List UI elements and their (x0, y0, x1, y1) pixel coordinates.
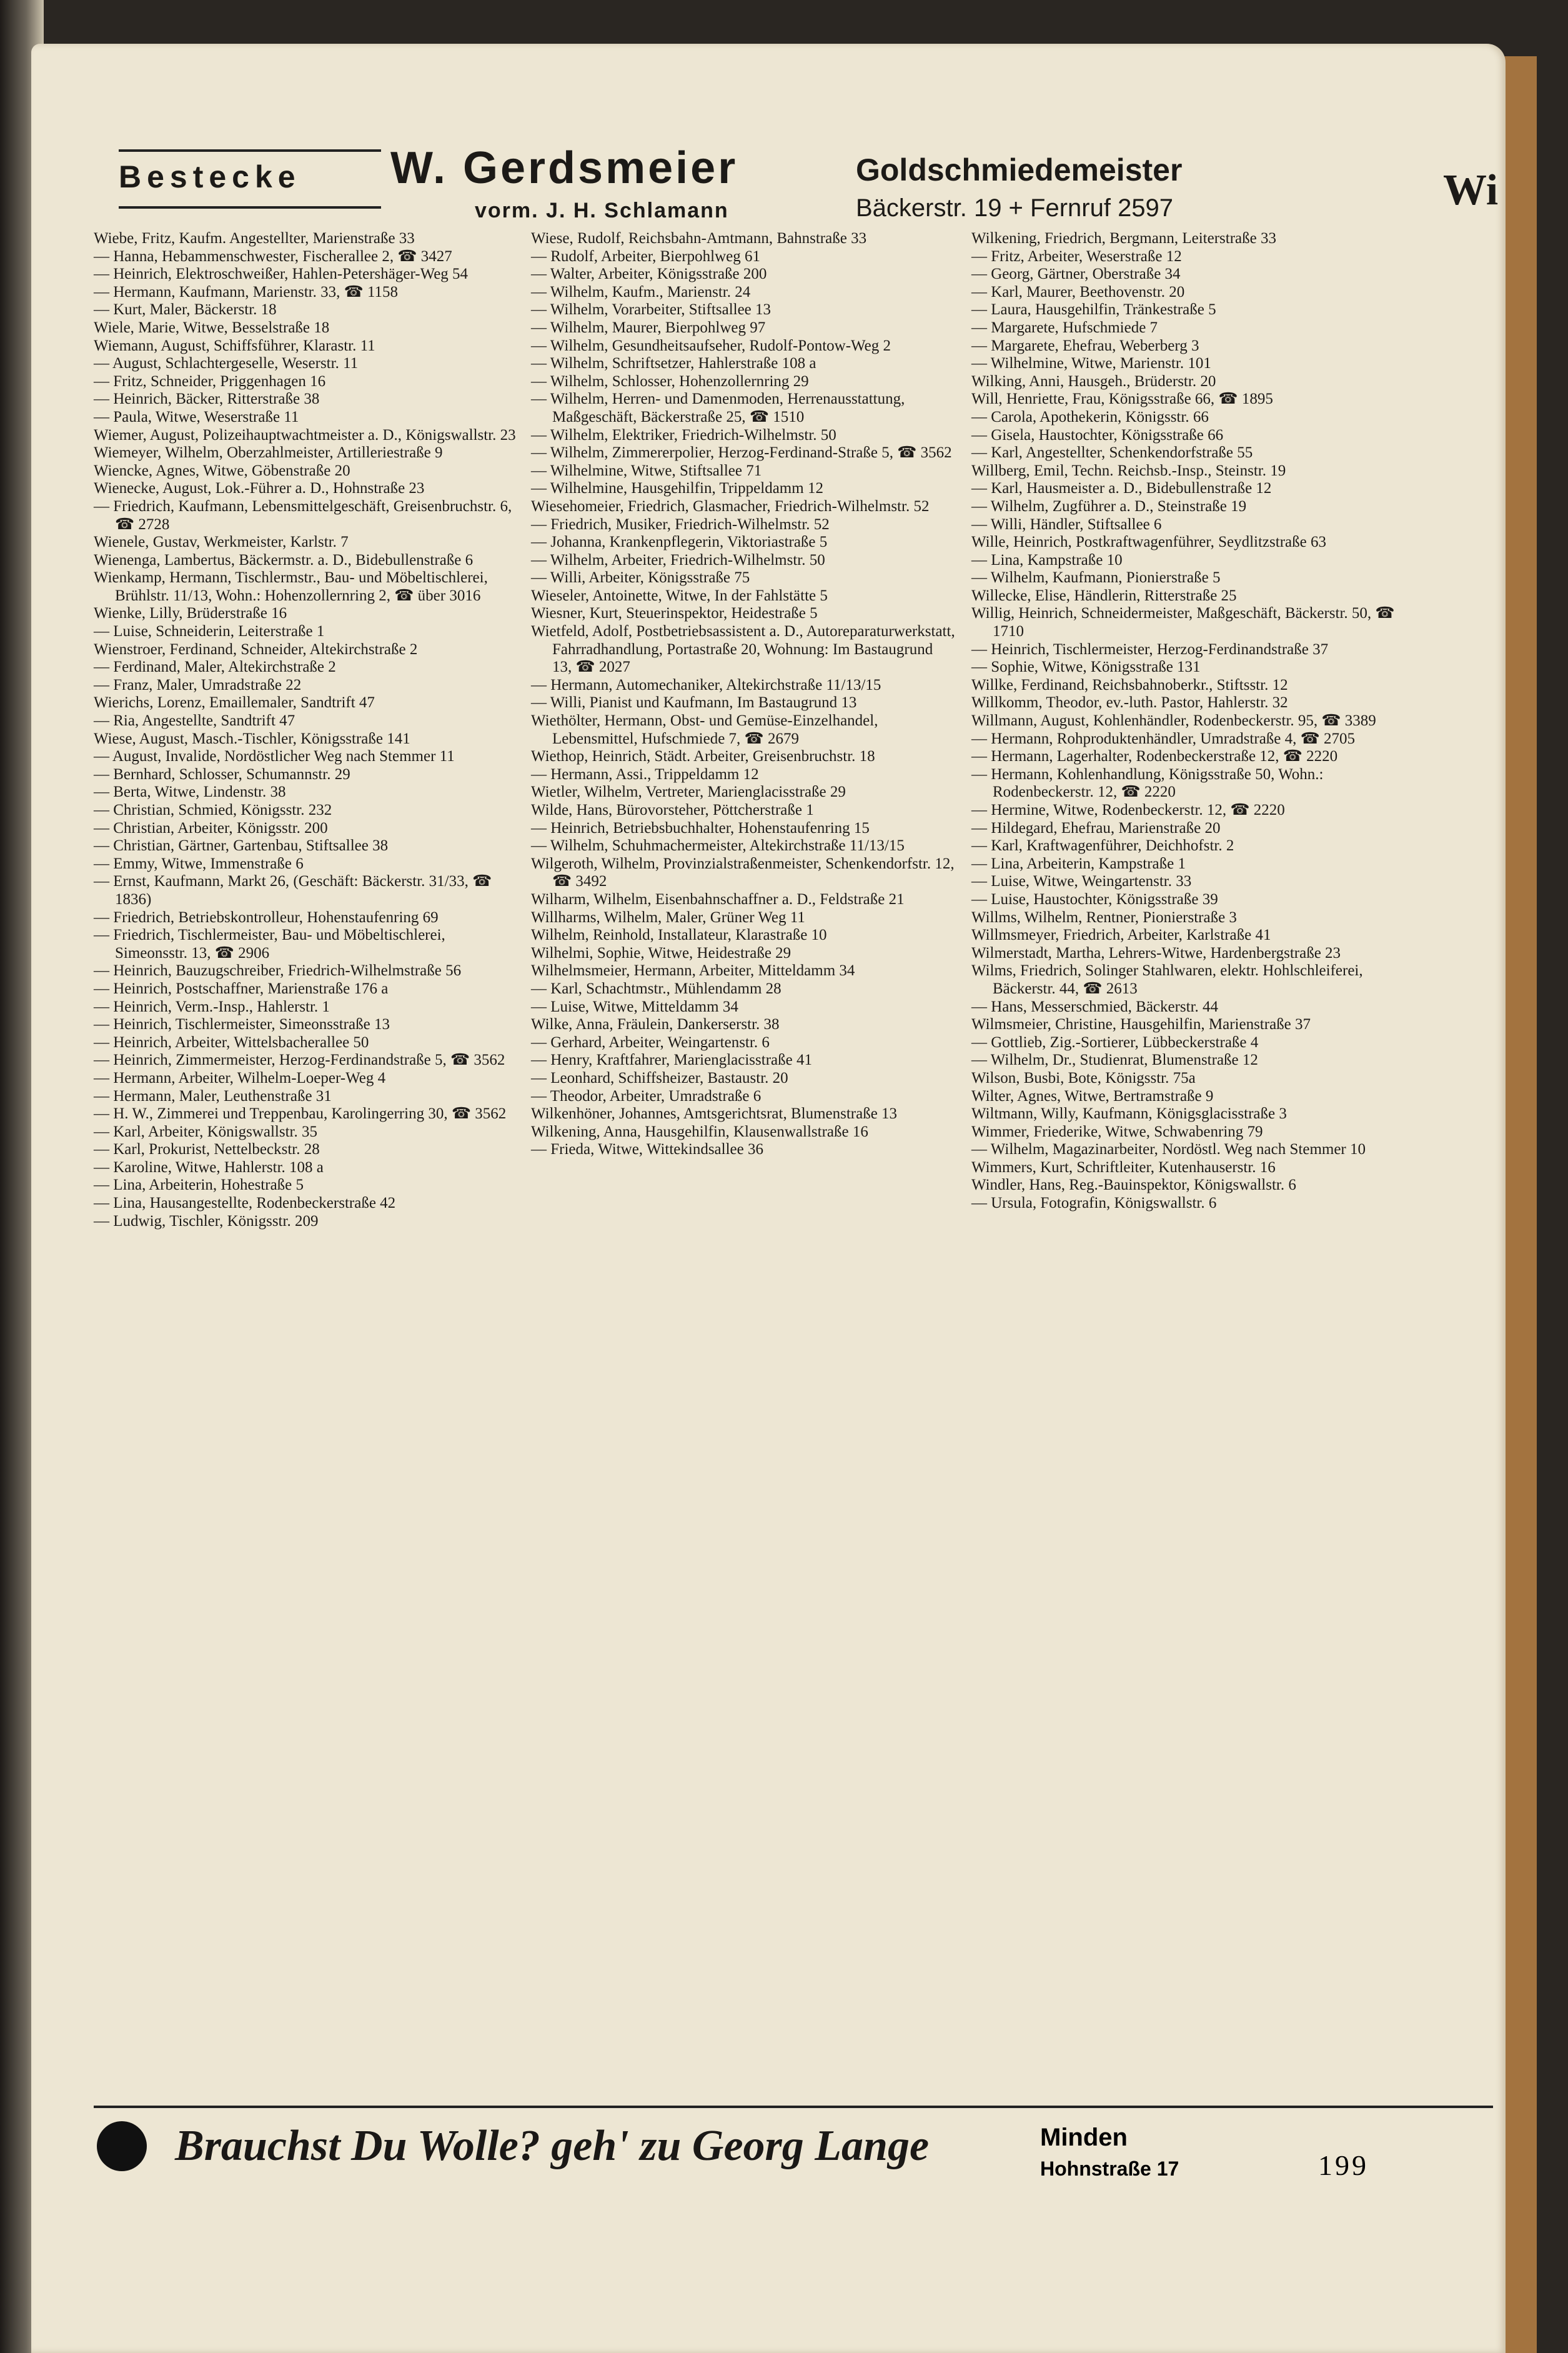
directory-entry: — Berta, Witwe, Lindenstr. 38 (94, 784, 286, 801)
directory-entry: Wienecke, August, Lok.-Führer a. D., Hohnstraße 23 (94, 480, 425, 497)
directory-entry: — Karl, Angestellter, Schenkendorfstraße 55 (971, 444, 1253, 462)
directory-column-2 (531, 230, 956, 1159)
directory-entry: — Hanna, Hebammenschwester, Fischerallee 2, ☎ 3427 (94, 247, 452, 265)
directory-entry: — Wilhelm, Vorarbeiter, Stiftsallee 13 (531, 301, 772, 319)
directory-entry: — Wilhelm, Schlosser, Hohenzollernring 29 (531, 372, 809, 390)
directory-entry: — Ursula, Fotografin, Königswallstr. 6 (971, 1195, 1217, 1212)
divider (119, 149, 381, 152)
directory-entry: Wiemann, August, Schiffsführer, Klarastr. 11 (94, 337, 375, 354)
directory-entry: — Fritz, Schneider, Priggenhagen 16 (94, 372, 326, 390)
directory-entry: — Laura, Hausgehilfin, Tränkestraße 5 (971, 301, 1216, 319)
directory-entry: — Ferdinand, Maler, Altekirchstraße 2 (94, 659, 336, 676)
directory-entry: — Wilhelm, Gesundheitsaufseher, Rudolf-Pontow-Weg 2 (531, 337, 891, 354)
directory-entry: Willharms, Wilhelm, Maler, Grüner Weg 11 (531, 908, 805, 926)
directory-entry: — Ria, Angestellte, Sandtrift 47 (94, 712, 295, 730)
directory-entry: — Hermann, Kohlenhandlung, Königsstraße 50, Wohn.: Rodenbeckerstr. 12, ☎ 2220 (971, 765, 1324, 801)
directory-entry: Wiese, Rudolf, Reichsbahn-Amtmann, Bahnstraße 33 (531, 230, 867, 247)
directory-entry: — Luise, Haustochter, Königsstraße 39 (971, 890, 1218, 908)
directory-entry: — Wilhelm, Schriftsetzer, Hahlerstraße 108 a (531, 355, 816, 372)
directory-entry: — Wilhelm, Arbeiter, Friedrich-Wilhelmstr. 50 (531, 551, 825, 569)
directory-entry: — Wilhelmine, Hausgehilfin, Trippeldamm 12 (531, 480, 823, 497)
directory-entry: Willms, Wilhelm, Rentner, Pionierstraße 3 (971, 908, 1237, 926)
directory-entry: — Bernhard, Schlosser, Schumannstr. 29 (94, 765, 350, 783)
directory-entry: — Wilhelm, Elektriker, Friedrich-Wilhelmstr. 50 (531, 426, 836, 444)
directory-entry: — Friedrich, Musiker, Friedrich-Wilhelmstr. 52 (531, 515, 830, 533)
directory-entry: — Lina, Arbeiterin, Hohestraße 5 (94, 1176, 304, 1194)
directory-entry: Wiesner, Kurt, Steuerinspektor, Heidestraße 5 (531, 605, 818, 622)
directory-entry: — Wilhelm, Zugführer a. D., Steinstraße 19 (971, 497, 1247, 515)
directory-entry: Wienenga, Lambertus, Bäckermstr. a. D., Bidebullenstraße 6 (94, 551, 474, 569)
directory-entry: — Gerhard, Arbeiter, Weingartenstr. 6 (531, 1033, 770, 1051)
directory-entry: — Wilhelm, Kaufm., Marienstr. 24 (531, 283, 751, 301)
directory-entry: Willecke, Elise, Händlerin, Ritterstraße 25 (971, 587, 1237, 604)
directory-entry: — Karl, Maurer, Beethovenstr. 20 (971, 283, 1185, 301)
directory-entry: — Heinrich, Verm.-Insp., Hahlerstr. 1 (94, 998, 330, 1015)
directory-entry: — Rudolf, Arbeiter, Bierpohlweg 61 (531, 247, 760, 265)
directory-entry: — Christian, Gärtner, Gartenbau, Stiftsallee 38 (94, 837, 389, 855)
directory-entry: — Karoline, Witwe, Hahlerstr. 108 a (94, 1158, 324, 1176)
directory-entry: Wilmerstadt, Martha, Lehrers-Witwe, Hardenbergstraße 23 (971, 944, 1341, 962)
directory-entry: — Margarete, Ehefrau, Weberberg 3 (971, 337, 1199, 354)
directory-entry: Wilkenhöner, Johannes, Amtsgerichtsrat, Blumenstraße 13 (531, 1105, 898, 1123)
directory-entry: — Fritz, Arbeiter, Weserstraße 12 (971, 247, 1182, 265)
directory-entry: Wilter, Agnes, Witwe, Bertramstraße 9 (971, 1087, 1214, 1105)
directory-entry: — Wilhelmine, Witwe, Marienstr. 101 (971, 355, 1211, 372)
directory-entry: Willkomm, Theodor, ev.-luth. Pastor, Hahlerstr. 32 (971, 694, 1288, 712)
directory-entry: — Hermann, Maler, Leuthenstraße 31 (94, 1087, 332, 1105)
directory-entry: — Wilhelm, Zimmererpolier, Herzog-Ferdinand-Straße 5, ☎ 3562 (531, 444, 952, 462)
directory-column-1 (94, 230, 519, 1230)
directory-entry: — Lina, Kampstraße 10 (971, 551, 1123, 569)
directory-entry: — Margarete, Hufschmiede 7 (971, 319, 1158, 336)
directory-entry: — August, Schlachtergeselle, Weserstr. 11 (94, 355, 359, 372)
directory-entry: — Friedrich, Kaufmann, Lebensmittelgeschäft, Greisenbruchstr. 6, ☎ 2728 (94, 497, 512, 533)
directory-entry: — H. W., Zimmerei und Treppenbau, Karolingerring 30, ☎ 3562 (94, 1105, 507, 1123)
directory-entry: Wilking, Anni, Hausgeh., Brüderstr. 20 (971, 372, 1216, 390)
directory-entry: — Heinrich, Arbeiter, Wittelsbacherallee 50 (94, 1033, 369, 1051)
directory-entry: Wiethop, Heinrich, Städt. Arbeiter, Greisenbruchstr. 18 (531, 748, 875, 765)
directory-entry: Will, Henriette, Frau, Königsstraße 66, ☎ 1895 (971, 391, 1273, 408)
directory-entry: — Wilhelm, Magazinarbeiter, Nordöstl. Weg nach Stemmer 10 (971, 1141, 1366, 1158)
directory-entry: — Lina, Arbeiterin, Kampstraße 1 (971, 855, 1186, 872)
directory-entry: Wierichs, Lorenz, Emaillemaler, Sandtrift 47 (94, 694, 375, 712)
directory-entry: Wilmsmeier, Christine, Hausgehilfin, Marienstraße 37 (971, 1016, 1311, 1033)
directory-entry: Wietler, Wilhelm, Vertreter, Marienglacisstraße 29 (531, 784, 846, 801)
directory-entry: — Karl, Prokurist, Nettelbeckstr. 28 (94, 1141, 320, 1158)
directory-entry: — Hermann, Assi., Trippeldamm 12 (531, 765, 759, 783)
directory-entry: — Johanna, Krankenpflegerin, Viktoriastraße 5 (531, 534, 828, 551)
directory-entry: Wienstroer, Ferdinand, Schneider, Altekirchstraße 2 (94, 640, 418, 658)
bullet-icon (97, 2121, 147, 2171)
directory-entry: Wilkening, Anna, Hausgehilfin, Klausenwallstraße 16 (531, 1123, 868, 1140)
header-category: Bestecke (119, 159, 301, 194)
directory-entry: Wieseler, Antoinette, Witwe, In der Fahlstätte 5 (531, 587, 828, 604)
directory-entry: — Luise, Witwe, Weingartenstr. 33 (971, 873, 1192, 890)
directory-entry: Windler, Hans, Reg.-Bauinspektor, Königswallstr. 6 (971, 1176, 1296, 1194)
directory-entry: Willberg, Emil, Techn. Reichsb.-Insp., Steinstr. 19 (971, 462, 1286, 479)
directory-entry: — Paula, Witwe, Weserstraße 11 (94, 408, 299, 425)
footer-ad-text: Brauchst Du Wolle? geh' zu Georg Lange (175, 2122, 930, 2170)
directory-entry: — Walter, Arbeiter, Königsstraße 200 (531, 266, 767, 283)
directory-entry: Willmann, August, Kohlenhändler, Rodenbeckerstr. 95, ☎ 3389 (971, 712, 1376, 730)
directory-entry: Wiemer, August, Polizeihauptwachtmeister a. D., Königswallstr. 23 (94, 426, 516, 444)
directory-entry: — Emmy, Witwe, Immenstraße 6 (94, 855, 304, 872)
divider (119, 206, 381, 209)
directory-entry: Wilms, Friedrich, Solinger Stahlwaren, elektr. Hohlschleiferei, Bäckerstr. 44, ☎ 2613 (971, 962, 1363, 997)
directory-entry: — Ernst, Kaufmann, Markt 26, (Geschäft: Bäckerstr. 31/33, ☎ 1836) (94, 873, 492, 908)
directory-entry: Wiltmann, Willy, Kaufmann, Königsglacisstraße 3 (971, 1105, 1287, 1123)
directory-entry: — Heinrich, Zimmermeister, Herzog-Ferdinandstraße 5, ☎ 3562 (94, 1052, 505, 1069)
directory-entry: — Hermann, Automechaniker, Altekirchstraße 11/13/15 (531, 676, 881, 694)
footer-divider (94, 2106, 1493, 2108)
directory-entry: — Luise, Schneiderin, Leiterstraße 1 (94, 623, 325, 640)
footer-ad-city: Minden (1040, 2124, 1128, 2151)
directory-entry: Wietfeld, Adolf, Postbetriebsassistent a. D., Autoreparaturwerkstatt, Fahrradhandlung, Portastraße 20, Wohnung: Im Bastaugrund 13, ☎ 2027 (531, 623, 955, 676)
directory-entry: — Willi, Pianist und Kaufmann, Im Bastaugrund 13 (531, 694, 857, 712)
directory-entry: Wiese, August, Masch.-Tischler, Königsstraße 141 (94, 730, 410, 747)
directory-entry: — Georg, Gärtner, Oberstraße 34 (971, 266, 1181, 283)
directory-entry: — Wilhelm, Schuhmachermeister, Altekirchstraße 11/13/15 (531, 837, 905, 855)
directory-entry: — Willi, Arbeiter, Königsstraße 75 (531, 569, 750, 587)
directory-entry: Wilhelm, Reinhold, Installateur, Klarastraße 10 (531, 927, 827, 944)
header-address: Bäckerstr. 19 + Fernruf 2597 (856, 194, 1174, 222)
directory-entry: — Gottlieb, Zig.-Sortierer, Lübbeckerstraße 4 (971, 1033, 1259, 1051)
directory-entry: — Wilhelm, Maurer, Bierpohlweg 97 (531, 319, 766, 336)
directory-entry: Wilgeroth, Wilhelm, Provinzialstraßenmeister, Schenkendorfstr. 12, ☎ 3492 (531, 855, 955, 890)
directory-entry: Willke, Ferdinand, Reichsbahnoberkr., Stiftsstr. 12 (971, 676, 1288, 694)
directory-entry: Wiencke, Agnes, Witwe, Göbenstraße 20 (94, 462, 350, 479)
page-header-ad (94, 141, 1524, 228)
directory-entry: — Karl, Arbeiter, Königswallstr. 35 (94, 1123, 317, 1140)
directory-entry: — Wilhelm, Kaufmann, Pionierstraße 5 (971, 569, 1221, 587)
directory-entry: — Henry, Kraftfahrer, Marienglacisstraße 41 (531, 1052, 812, 1069)
directory-entry: Wimmers, Kurt, Schriftleiter, Kutenhauserstr. 16 (971, 1158, 1276, 1176)
header-trade: Goldschmiedemeister (856, 152, 1183, 187)
directory-entry: Wiemeyer, Wilhelm, Oberzahlmeister, Artilleriestraße 9 (94, 444, 443, 462)
directory-entry: — Heinrich, Postschaffner, Marienstraße 176 a (94, 980, 389, 997)
directory-entry: Wienkamp, Hermann, Tischlermstr., Bau- und Möbeltischlerei, Brühlstr. 11/13, Wohn.: Hohenzollernring 2, ☎ über 3016 (94, 569, 488, 604)
directory-column-3 (971, 230, 1396, 1213)
directory-entry: Wilke, Anna, Fräulein, Dankerserstr. 38 (531, 1016, 780, 1033)
directory-entry: — August, Invalide, Nordöstlicher Weg nach Stemmer 11 (94, 748, 455, 765)
directory-entry: — Hildegard, Ehefrau, Marienstraße 20 (971, 819, 1221, 837)
directory-entry: — Hermine, Witwe, Rodenbeckerstr. 12, ☎ 2220 (971, 802, 1285, 818)
directory-entry: — Wilhelm, Herren- und Damenmoden, Herrenausstattung, Maßgeschäft, Bäckerstraße 25, ☎ 1510 (531, 391, 905, 425)
directory-entry: — Heinrich, Bauzugschreiber, Friedrich-Wilhelmstraße 56 (94, 962, 462, 980)
directory-entry: Willmsmeyer, Friedrich, Arbeiter, Karlstraße 41 (971, 927, 1271, 944)
directory-entry: Wille, Heinrich, Postkraftwagenführer, Seydlitzstraße 63 (971, 534, 1326, 551)
header-predecessor: vorm. J. H. Schlamann (475, 199, 729, 222)
directory-entry: — Gisela, Haustochter, Königsstraße 66 (971, 426, 1224, 444)
directory-entry: Willig, Heinrich, Schneidermeister, Maßgeschäft, Bäckerstr. 50, ☎ 1710 (971, 605, 1395, 640)
directory-entry: Wiele, Marie, Witwe, Besselstraße 18 (94, 319, 330, 336)
directory-entry: — Friedrich, Tischlermeister, Bau- und Möbeltischlerei, Simeonsstr. 13, ☎ 2906 (94, 927, 445, 962)
section-letters: Wi (1443, 166, 1499, 214)
directory-entry: — Heinrich, Betriebsbuchhalter, Hohenstaufenring 15 (531, 819, 870, 837)
directory-entry: Wienke, Lilly, Brüderstraße 16 (94, 605, 287, 622)
page-number: 199 (1318, 2149, 1369, 2181)
directory-entry: Wienele, Gustav, Werkmeister, Karlstr. 7 (94, 534, 349, 551)
directory-entry: — Lina, Hausangestellte, Rodenbeckerstraße 42 (94, 1195, 396, 1212)
directory-entry: Wilde, Hans, Bürovorsteher, Pöttcherstraße 1 (531, 802, 814, 818)
directory-entry: — Karl, Schachtmstr., Mühlendamm 28 (531, 980, 782, 997)
header-brand: W. Gerdsmeier (390, 143, 738, 193)
directory-entry: Wiethölter, Hermann, Obst- und Gemüse-Einzelhandel, Lebensmittel, Hufschmiede 7, ☎ 2679 (531, 712, 878, 747)
directory-entry: — Hermann, Kaufmann, Marienstr. 33, ☎ 1158 (94, 283, 399, 301)
directory-entry: — Wilhelmine, Witwe, Stiftsallee 71 (531, 462, 762, 479)
directory-entry: — Willi, Händler, Stiftsallee 6 (971, 515, 1162, 533)
directory-entry: — Ludwig, Tischler, Königsstr. 209 (94, 1212, 319, 1230)
directory-entry: — Heinrich, Bäcker, Ritterstraße 38 (94, 391, 320, 408)
directory-entry: Wimmer, Friederike, Witwe, Schwabenring 79 (971, 1123, 1263, 1140)
directory-entry: Wilhelmsmeier, Hermann, Arbeiter, Mitteldamm 34 (531, 962, 855, 980)
directory-entry: — Wilhelm, Dr., Studienrat, Blumenstraße 12 (971, 1052, 1258, 1069)
directory-entry: — Christian, Arbeiter, Königsstr. 200 (94, 819, 328, 837)
directory-entry: — Sophie, Witwe, Königsstraße 131 (971, 659, 1201, 676)
directory-entry: — Hermann, Rohproduktenhändler, Umradstraße 4, ☎ 2705 (971, 730, 1356, 747)
directory-entry: Wilkening, Friedrich, Bergmann, Leiterstraße 33 (971, 230, 1276, 247)
directory-entry: Wiebe, Fritz, Kaufm. Angestellter, Marienstraße 33 (94, 230, 415, 247)
footer-ad-street: Hohnstraße 17 (1040, 2157, 1179, 2180)
directory-entry: — Frieda, Witwe, Wittekindsallee 36 (531, 1141, 763, 1158)
directory-entry: — Heinrich, Elektroschweißer, Hahlen-Petershäger-Weg 54 (94, 266, 469, 283)
directory-entry: — Heinrich, Tischlermeister, Herzog-Ferdinandstraße 37 (971, 640, 1329, 658)
directory-entry: Wilhelmi, Sophie, Witwe, Heidestraße 29 (531, 944, 791, 962)
directory-entry: — Luise, Witwe, Mitteldamm 34 (531, 998, 738, 1015)
directory-entry: — Kurt, Maler, Bäckerstr. 18 (94, 301, 277, 319)
directory-entry: — Leonhard, Schiffsheizer, Bastaustr. 20 (531, 1069, 788, 1087)
directory-entry: — Theodor, Arbeiter, Umradstraße 6 (531, 1087, 762, 1105)
directory-entry: — Friedrich, Betriebskontrolleur, Hohenstaufenring 69 (94, 908, 439, 926)
directory-entry: — Franz, Maler, Umradstraße 22 (94, 676, 302, 694)
directory-entry: Wilson, Busbi, Bote, Königsstr. 75a (971, 1069, 1196, 1087)
directory-entry: — Hermann, Arbeiter, Wilhelm-Loeper-Weg 4 (94, 1069, 386, 1087)
directory-entry: — Heinrich, Tischlermeister, Simeonsstraße 13 (94, 1016, 390, 1033)
directory-entry: — Hans, Messerschmied, Bäckerstr. 44 (971, 998, 1219, 1015)
directory-entry: — Hermann, Lagerhalter, Rodenbeckerstraße 12, ☎ 2220 (971, 748, 1338, 765)
directory-entry: — Christian, Schmied, Königsstr. 232 (94, 802, 332, 818)
directory-entry: Wiesehomeier, Friedrich, Glasmacher, Friedrich-Wilhelmstr. 52 (531, 497, 930, 515)
directory-entry: Wilharm, Wilhelm, Eisenbahnschaffner a. D., Feldstraße 21 (531, 890, 905, 908)
directory-entry: — Karl, Hausmeister a. D., Bidebullenstraße 12 (971, 480, 1272, 497)
directory-entry: — Karl, Kraftwagenführer, Deichhofstr. 2 (971, 837, 1234, 855)
directory-entry: — Carola, Apothekerin, Königsstr. 66 (971, 408, 1209, 425)
